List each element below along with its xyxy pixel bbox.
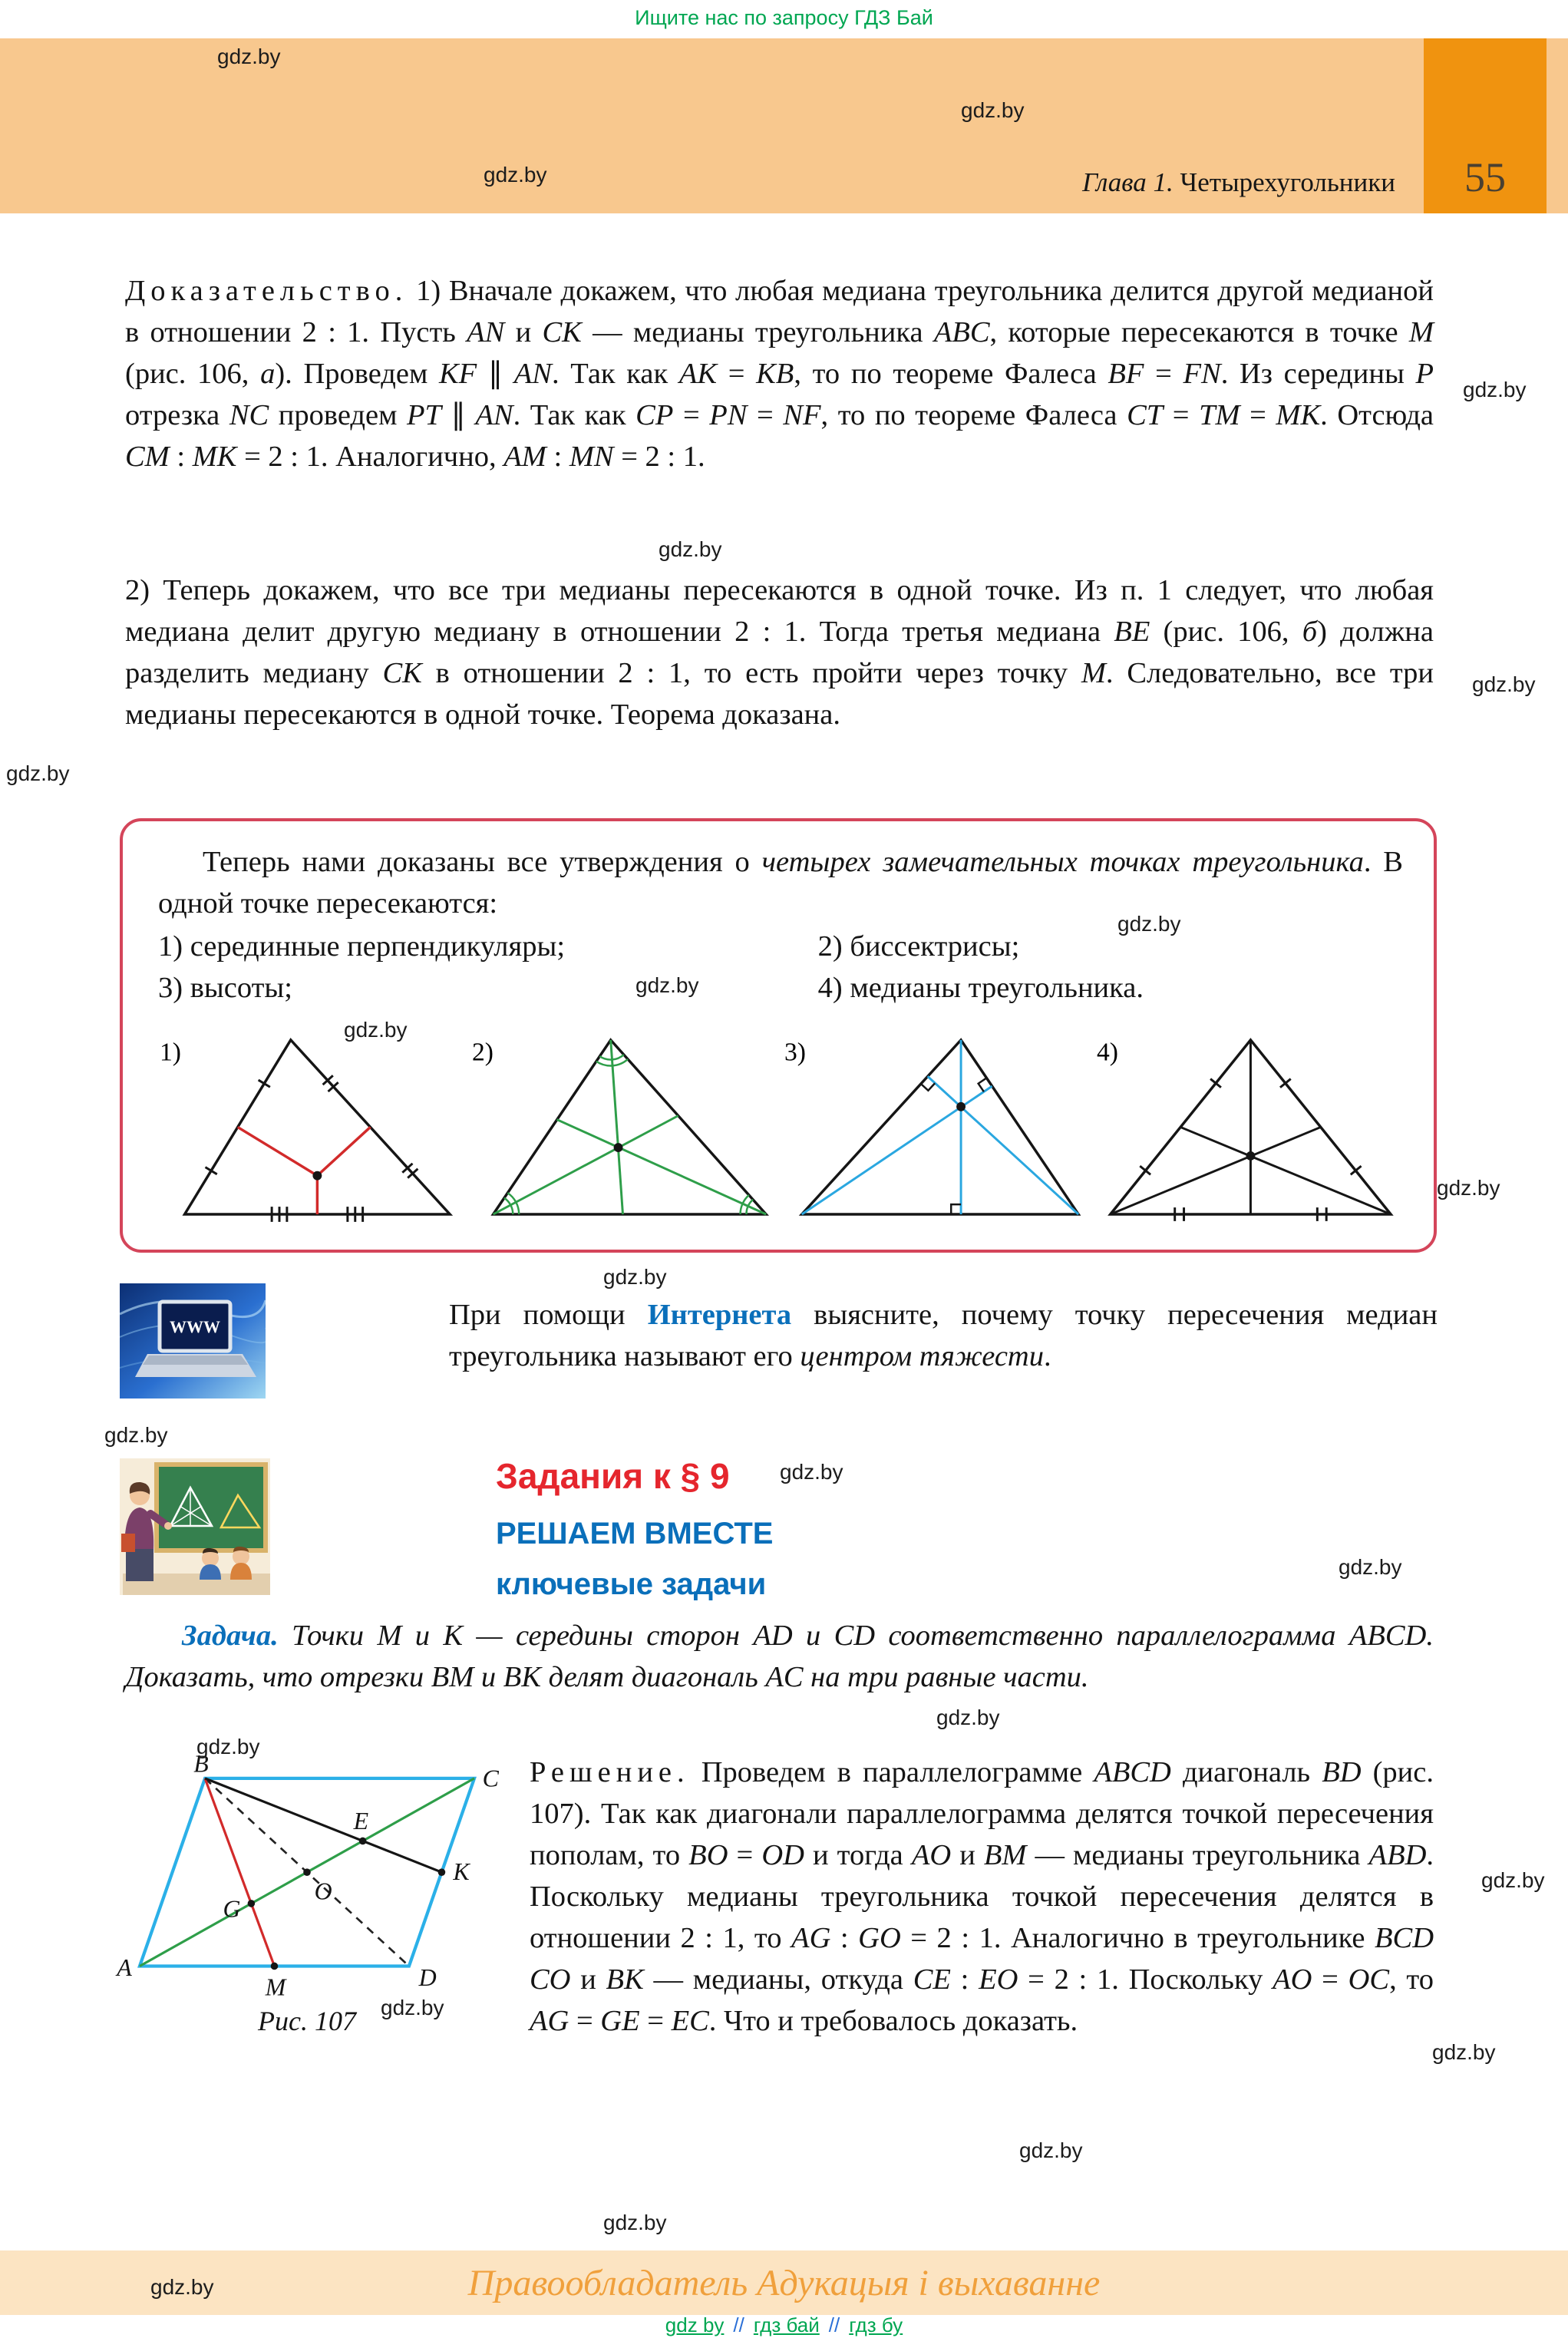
fig107-label-C: C [482, 1765, 499, 1792]
watermark-gdzby: gdz.by [1019, 2138, 1083, 2162]
page-number-box [1424, 38, 1547, 213]
link-separator: // [733, 2313, 744, 2336]
watermark-gdzby: gdz.by [659, 537, 722, 561]
watermark-gdzby: gdz.by [484, 163, 547, 187]
summary-box [120, 818, 1437, 1253]
watermark-gdzby: gdz.by [344, 1018, 408, 1042]
watermark-gdzby: gdz.by [961, 98, 1025, 122]
watermark-gdzby: gdz.by [1437, 1176, 1500, 1200]
figure-medians [1095, 1021, 1398, 1226]
tasks-subtitle-1: РЕШАЕМ ВМЕСТЕ [496, 1517, 774, 1550]
watermark-gdzby: gdz.by [603, 2211, 667, 2234]
watermark-gdzby: gdz.by [1481, 1868, 1545, 1892]
figure-label-4: 4) [1096, 1038, 1118, 1067]
list-item-altitudes: 3) высоты; [158, 972, 292, 1004]
internet-note: При помощи Интернета выясните, почему точку пересечения медиан треугольника называют его центром тяжести. [449, 1299, 1438, 1372]
fig107-label-K: K [453, 1858, 470, 1885]
watermark-gdzby: gdz.by [381, 1996, 444, 2019]
proof-paragraph-1: Доказательство. 1) Вначале докажем, что любая медиана треугольника делится другой медианой в отношении 2 : 1. Пусть AN и CK — медианы треугольника ABC, которые пересекаются в точке M (рис. 106, а). Проведем KF ∥ AN. Так как AK = KB, то по теореме Фалеса BF = FN. Из середины P отрезка NC проведем PT ∥ AN. Так как CP = PN = NF, то по теореме Фалеса CT = TM = MK. Отсюда CM : MK = 2 : 1. Аналогично, AM : MN = 2 : 1. [125, 275, 1434, 473]
figure-label-3: 3) [784, 1038, 806, 1067]
tasks-subtitle-2: ключевые задачи [496, 1567, 767, 1601]
summary-intro: Теперь нами доказаны все утверждения о четырех замечательных точках треугольника. В одной точке пересекаются: [158, 846, 1403, 920]
link-gdz-by[interactable]: gdz by [665, 2313, 725, 2336]
watermark-gdzby: gdz.by [1472, 672, 1536, 696]
link-gdz-bai[interactable]: гдз бай [753, 2313, 820, 2336]
fig107-label-G: G [223, 1895, 241, 1923]
page-number: 55 [1464, 154, 1506, 200]
proof-paragraph-2: 2) Теперь докажем, что все три медианы пересекаются в одной точке. Из п. 1 следует, что любая медиана делит другую медиану в отношении 2 : 1. Тогда третья медиана BE (рис. 106, б) должна разделить медиану CK в отношении 2 : 1, то есть пройти через точку M. Следовательно, все три медианы пересекаются в одной точке. Теорема доказана. [125, 574, 1434, 731]
tasks-section-title: Задания к § 9 [496, 1456, 730, 1496]
watermark-gdzby: gdz.by [196, 1735, 260, 1758]
figure-altitudes [783, 1021, 1086, 1226]
watermark-gdzby: gdz.by [780, 1460, 843, 1484]
summary-list [158, 926, 1403, 1009]
watermark-gdzby: gdz.by [150, 2275, 214, 2299]
list-item-medians: 4) медианы треугольника. [817, 972, 1144, 1004]
chapter-title: Четырехугольники [1180, 167, 1395, 197]
bottom-links [0, 2313, 1568, 2337]
fig107-label-M: M [265, 1973, 286, 1999]
teacher-illustration [120, 1458, 270, 1599]
link-gdz-bu[interactable]: гдз бу [849, 2313, 903, 2336]
laptop-illustration [120, 1283, 266, 1402]
fig107-label-B: B [193, 1754, 209, 1778]
watermark-gdzby: gdz.by [936, 1706, 1000, 1729]
watermark-gdzby: gdz.by [217, 45, 281, 68]
figure-label-1: 1) [159, 1038, 181, 1067]
watermark-gdzby: gdz.by [635, 973, 699, 997]
list-item-bisectors: 2) биссектрисы; [817, 930, 1020, 963]
solution-paragraph: Решение. Проведем в параллелограмме ABCD диагональ BD (рис. 107). Так как диагонали параллелограмма делятся точкой пересечения пополам, то BO = OD и тогда AO и BM — медианы треугольника ABD. Поскольку медианы треугольника точкой пересечения делятся в отношении 2 : 1, то AG : GO = 2 : 1. Аналогично в треугольнике BCD CO и BK — медианы, откуда CE : EO = 2 : 1. Поскольку AO = OC, то AG = GE = EC. Что и требовалось доказать. [530, 1756, 1434, 2037]
fig107-label-O: O [314, 1877, 332, 1905]
top-search-note: Ищите нас по запросу ГДЗ Бай [635, 6, 933, 29]
chapter-label: Глава 1. [1082, 167, 1174, 197]
fig107-label-A: A [117, 1954, 132, 1982]
figure-perpendicular-bisectors [158, 1021, 461, 1226]
fig107-label-D: D [418, 1963, 437, 1991]
triangle-figures-row [158, 1021, 1403, 1226]
figure-bisectors [470, 1021, 774, 1226]
watermark-gdzby: gdz.by [6, 761, 70, 785]
figure-label-2: 2) [471, 1038, 494, 1067]
figure-107 [115, 1754, 499, 2003]
copyright-band [0, 2250, 1568, 2315]
fig107-label-E: E [353, 1807, 369, 1834]
problem-statement: Задача. Точки M и K — середины сторон AD и CD соответственно параллелограмма ABCD. Доказать, что отрезки BM и BK делят диагональ AC на три равные части. [125, 1620, 1434, 1693]
watermark-gdzby: gdz.by [1432, 2040, 1496, 2064]
list-item-perpendiculars: 1) серединные перпендикуляры; [158, 930, 566, 963]
watermark-gdzby: gdz.by [603, 1265, 667, 1289]
watermark-gdzby: gdz.by [1339, 1555, 1402, 1579]
link-separator: // [828, 2313, 840, 2336]
laptop-screen-text: WWW [170, 1317, 220, 1336]
chapter-heading [1082, 167, 1395, 198]
watermark-gdzby: gdz.by [1117, 912, 1181, 936]
watermark-gdzby: gdz.by [1463, 378, 1527, 401]
watermark-gdzby: gdz.by [104, 1423, 168, 1447]
copyright-text: Правообладатель Адукацыя і выхаванне [467, 2262, 1101, 2303]
figure-107-caption: Рис. 107 [258, 2006, 356, 2036]
